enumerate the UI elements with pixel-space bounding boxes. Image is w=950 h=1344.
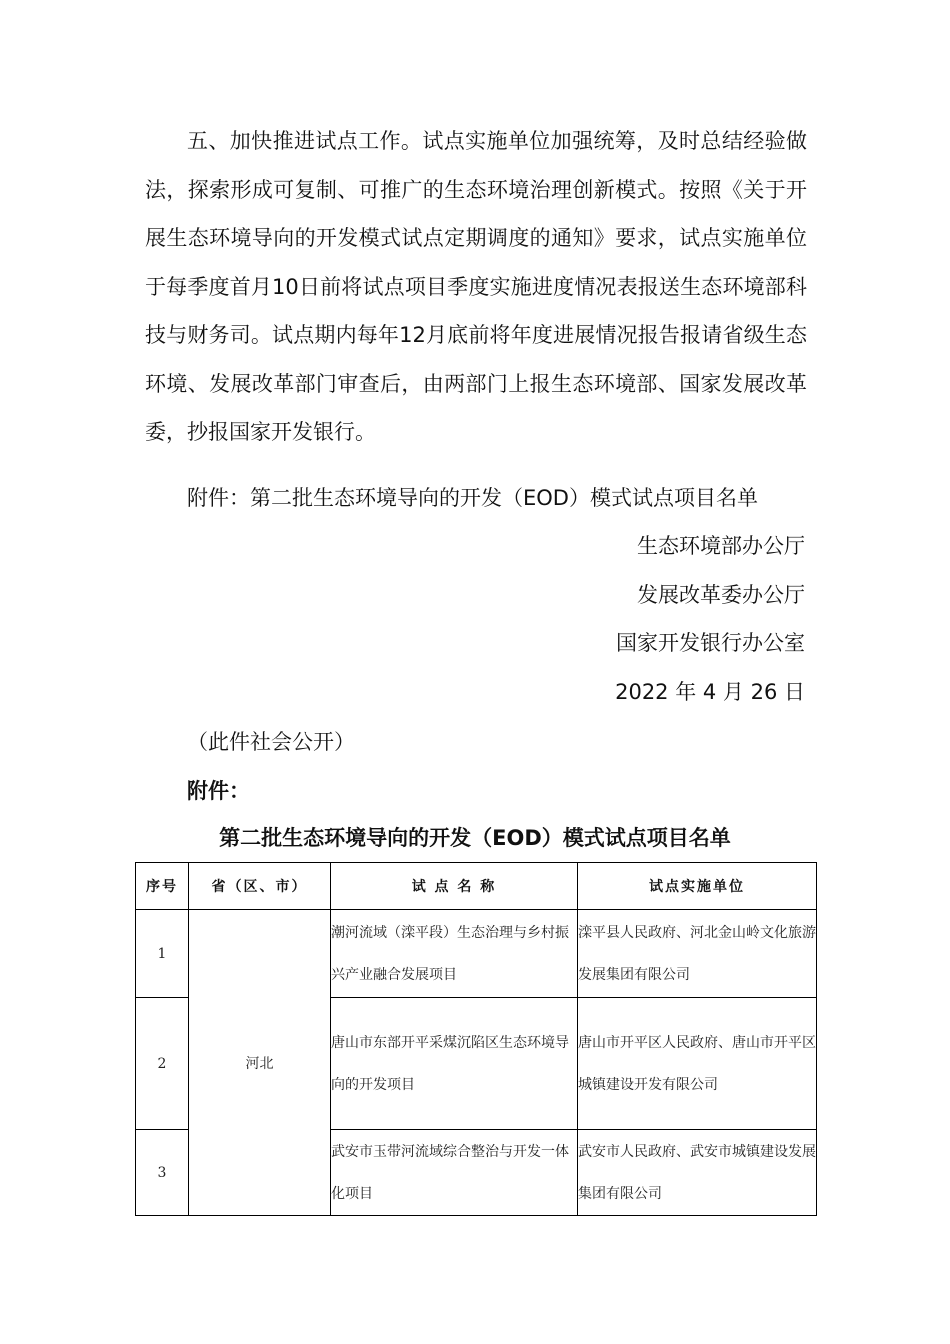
- header-implementing-unit: 试点实施单位: [578, 863, 817, 910]
- header-number: 序号: [136, 863, 189, 910]
- signature-cdb: 国家开发银行办公室: [616, 631, 805, 655]
- province-cell: 河北: [189, 910, 331, 1216]
- header-province: 省（区、市）: [189, 863, 331, 910]
- row-number: 3: [136, 1130, 189, 1216]
- project-name: 唐山市东部开平采煤沉陷区生态环境导向的开发项目: [331, 998, 578, 1130]
- implementing-unit: 武安市人民政府、武安市城镇建设发展集团有限公司: [578, 1130, 817, 1216]
- signature-ndrc: 发展改革委办公厅: [637, 583, 805, 607]
- row-number: 2: [136, 998, 189, 1130]
- disclosure-note: （此件社会公开）: [187, 730, 355, 754]
- implementing-unit: 滦平县人民政府、河北金山岭文化旅游发展集团有限公司: [578, 910, 817, 998]
- project-name: 武安市玉带河流域综合整治与开发一体化项目: [331, 1130, 578, 1216]
- project-table: [135, 862, 817, 1216]
- table-header-row: [136, 863, 817, 910]
- implementing-unit: 唐山市开平区人民政府、唐山市开平区城镇建设开发有限公司: [578, 998, 817, 1130]
- signature-ministry-ecology: 生态环境部办公厅: [637, 534, 805, 558]
- document-date: 2022 年 4 月 26 日: [615, 680, 805, 704]
- attachment-note: 附件：第二批生态环境导向的开发（EOD）模式试点项目名单: [187, 486, 758, 510]
- annex-title: 第二批生态环境导向的开发（EOD）模式试点项目名单: [219, 826, 731, 850]
- table-row: [136, 910, 817, 998]
- project-name: 潮河流域（滦平段）生态治理与乡村振兴产业融合发展项目: [331, 910, 578, 998]
- header-project-name: 试 点 名 称: [331, 863, 578, 910]
- body-paragraph: 五、加快推进试点工作。试点实施单位加强统筹，及时总结经验做法，探索形成可复制、可推广的生态环境治理创新模式。按照《关于开展生态环境导向的开发模式试点定期调度的通知》要求，试点实施单位于每季度首月10日前将试点项目季度实施进度情况表报送生态环境部科技与财务司。试点期内每年12月底前将年度进展情况报告报请省级生态环境、发展改革部门审查后，由两部门上报生态环境部、国家发展改革委，抄报国家开发银行。: [145, 129, 807, 444]
- row-number: 1: [136, 910, 189, 998]
- annex-label: 附件：: [187, 779, 250, 803]
